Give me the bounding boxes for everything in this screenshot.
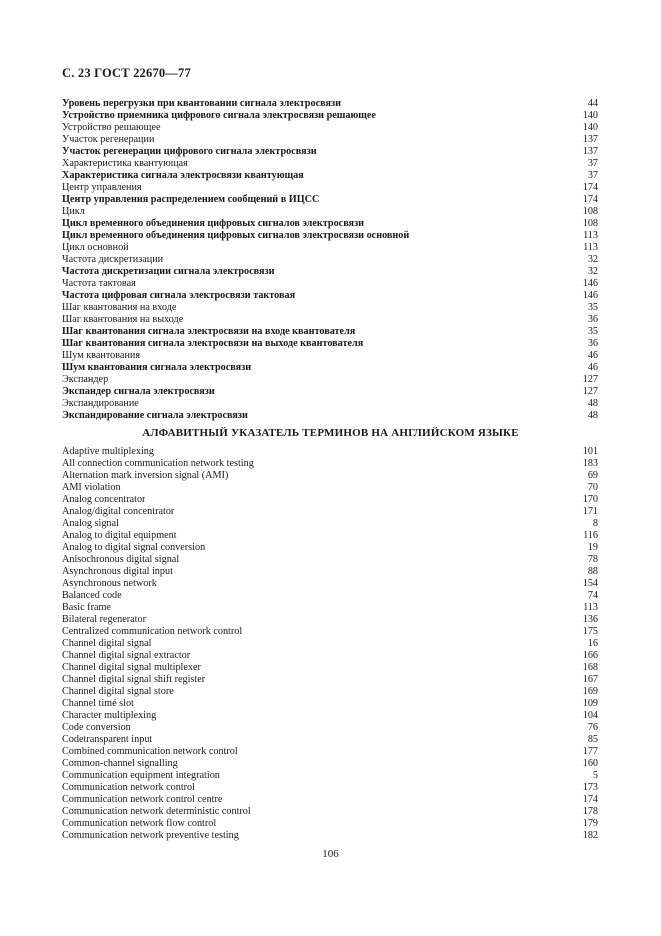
index-term: Analog to digital signal conversion <box>62 542 206 553</box>
index-entry <box>62 578 598 590</box>
index-entry <box>62 206 598 218</box>
index-entry <box>62 494 598 506</box>
index-term: Communication network control <box>62 782 195 793</box>
index-entry <box>62 122 598 134</box>
index-page-ref: 179 <box>582 818 598 829</box>
index-term: All connection communication network testing <box>62 458 254 469</box>
index-entry <box>62 182 598 194</box>
index-entry <box>62 530 598 542</box>
index-term: Цикл основной <box>62 242 129 253</box>
index-entry <box>62 674 598 686</box>
index-entry <box>62 170 598 182</box>
index-entry <box>62 746 598 758</box>
index-entry <box>62 710 598 722</box>
index-term: AMI violation <box>62 482 121 493</box>
index-entry <box>62 386 598 398</box>
index-entry <box>62 506 598 518</box>
index-entry <box>62 590 598 602</box>
index-term: Channel digital signal <box>62 638 152 649</box>
index-page-ref: 46 <box>587 362 598 373</box>
index-entry <box>62 602 598 614</box>
index-entry <box>62 302 598 314</box>
index-entry <box>62 626 598 638</box>
page-number: 106 <box>322 848 339 860</box>
index-entry <box>62 374 598 386</box>
index-page-ref: 44 <box>587 98 598 109</box>
index-term: Характеристика квантующая <box>62 158 188 169</box>
index-entry <box>62 554 598 566</box>
index-entry <box>62 686 598 698</box>
index-entry <box>62 566 598 578</box>
index-term: Участок регенерации <box>62 134 155 145</box>
index-term: Частота тактовая <box>62 278 136 289</box>
index-term: Communication network preventive testing <box>62 830 239 841</box>
index-entry <box>62 662 598 674</box>
index-entry <box>62 794 598 806</box>
index-term: Code conversion <box>62 722 131 733</box>
index-term: Устройство решающее <box>62 122 161 133</box>
index-entry <box>62 158 598 170</box>
index-page-ref: 32 <box>587 266 598 277</box>
russian-terms-list <box>62 98 598 422</box>
index-term: Экспандер сигнала электросвязи <box>62 386 215 397</box>
index-term: Channel digital signal extractor <box>62 650 191 661</box>
index-page-ref: 70 <box>587 482 598 493</box>
page-header: С. 23 ГОСТ 22670—77 <box>62 66 191 80</box>
index-term: Цикл временного объединения цифровых сигналов электросвязи основной <box>62 230 410 241</box>
index-page-ref: 8 <box>592 518 598 529</box>
index-term: Шаг квантования на входе <box>62 302 177 313</box>
index-term: Anisochronous digital signal <box>62 554 180 565</box>
index-page-ref: 177 <box>582 746 598 757</box>
index-term: Экспандирование сигнала электросвязи <box>62 410 248 421</box>
index-term: Asynchronous digital input <box>62 566 173 577</box>
index-term: Channel timé slot <box>62 698 134 709</box>
index-page-ref: 74 <box>587 590 598 601</box>
index-entry <box>62 242 598 254</box>
index-page-ref: 36 <box>587 314 598 325</box>
index-term: Centralized communication network control <box>62 626 243 637</box>
index-page-ref: 166 <box>582 650 598 661</box>
index-entry <box>62 770 598 782</box>
index-page-ref: 76 <box>587 722 598 733</box>
index-entry <box>62 758 598 770</box>
index-term: Частота цифровая сигнала электросвязи тактовая <box>62 290 296 301</box>
index-term: Уровень перегрузки при квантовании сигнала электросвязи <box>62 98 341 109</box>
index-page-ref: 169 <box>582 686 598 697</box>
index-entry <box>62 446 598 458</box>
index-term: Balanced code <box>62 590 122 601</box>
index-page-ref: 46 <box>587 350 598 361</box>
index-term: Channel digital signal store <box>62 686 174 697</box>
index-term: Analog concentrator <box>62 494 146 505</box>
index-entry <box>62 698 598 710</box>
index-entry <box>62 350 598 362</box>
index-term: Шаг квантования на выходе <box>62 314 184 325</box>
index-page-ref: 160 <box>582 758 598 769</box>
index-term: Bilateral regenerator <box>62 614 146 625</box>
index-entry <box>62 194 598 206</box>
index-entry <box>62 218 598 230</box>
index-entry <box>62 614 598 626</box>
index-term: Channel digital signal shift register <box>62 674 206 685</box>
index-page-ref: 168 <box>582 662 598 673</box>
index-entry <box>62 290 598 302</box>
index-entry <box>62 362 598 374</box>
index-entry <box>62 314 598 326</box>
index-entry <box>62 782 598 794</box>
index-page-ref: 16 <box>587 638 598 649</box>
index-term: Codetransparent input <box>62 734 153 745</box>
index-page-ref: 171 <box>582 506 598 517</box>
index-page-ref: 174 <box>582 182 598 193</box>
index-term: Asynchronous network <box>62 578 157 589</box>
index-page-ref: 178 <box>582 806 598 817</box>
index-page-ref: 174 <box>582 794 598 805</box>
index-page-ref: 37 <box>587 158 598 169</box>
index-page-ref: 104 <box>582 710 598 721</box>
index-entry <box>62 518 598 530</box>
index-page-ref: 137 <box>582 134 598 145</box>
index-entry <box>62 398 598 410</box>
index-term: Шум квантования сигнала электросвязи <box>62 362 252 373</box>
index-entry <box>62 806 598 818</box>
index-entry <box>62 278 598 290</box>
index-entry <box>62 734 598 746</box>
index-page-ref: 167 <box>582 674 598 685</box>
index-page-ref: 136 <box>582 614 598 625</box>
index-term: Communication network control centre <box>62 794 223 805</box>
index-page-ref: 116 <box>583 530 598 541</box>
index-page-ref: 109 <box>582 698 598 709</box>
index-page-ref: 170 <box>582 494 598 505</box>
section-title: АЛФАВИТНЫЙ УКАЗАТЕЛЬ ТЕРМИНОВ НА АНГЛИЙСКОМ ЯЗЫКЕ <box>142 427 519 439</box>
index-entry <box>62 830 598 842</box>
index-term: Basic frame <box>62 602 111 613</box>
index-page-ref: 108 <box>582 206 598 217</box>
index-page-ref: 113 <box>583 230 598 241</box>
index-page-ref: 173 <box>582 782 598 793</box>
index-term: Analog/digital concentrator <box>62 506 175 517</box>
index-page-ref: 175 <box>582 626 598 637</box>
index-term: Экспандирование <box>62 398 139 409</box>
index-entry <box>62 266 598 278</box>
index-page-ref: 137 <box>582 146 598 157</box>
index-entry <box>62 254 598 266</box>
index-page-ref: 78 <box>587 554 598 565</box>
index-term: Характеристика сигнала электросвязи квантующая <box>62 170 304 181</box>
index-page-ref: 113 <box>583 602 598 613</box>
index-term: Цикл <box>62 206 85 217</box>
index-term: Combined communication network control <box>62 746 238 757</box>
index-page-ref: 174 <box>582 194 598 205</box>
index-term: Частота дискретизации <box>62 254 164 265</box>
index-entry <box>62 458 598 470</box>
index-page-ref: 154 <box>582 578 598 589</box>
index-page-ref: 5 <box>592 770 598 781</box>
index-term: Analog signal <box>62 518 119 529</box>
index-page-ref: 127 <box>582 386 598 397</box>
index-page-ref: 69 <box>587 470 598 481</box>
index-page-ref: 85 <box>587 734 598 745</box>
index-term: Common-channel signalling <box>62 758 178 769</box>
index-page-ref: 108 <box>582 218 598 229</box>
index-term: Экспандер <box>62 374 109 385</box>
index-term: Центр управления <box>62 182 142 193</box>
index-term: Communication network flow control <box>62 818 217 829</box>
index-entry <box>62 98 598 110</box>
index-entry <box>62 230 598 242</box>
index-page-ref: 35 <box>587 326 598 337</box>
index-term: Частота дискретизации сигнала электросвязи <box>62 266 275 277</box>
index-entry <box>62 818 598 830</box>
index-entry <box>62 338 598 350</box>
index-term: Участок регенерации цифрового сигнала электросвязи <box>62 146 317 157</box>
index-entry <box>62 326 598 338</box>
index-page-ref: 37 <box>587 170 598 181</box>
index-term: Цикл временного объединения цифровых сигналов электросвязи <box>62 218 365 229</box>
index-page-ref: 140 <box>582 122 598 133</box>
index-term: Устройство приемника цифрового сигнала электросвязи решающее <box>62 110 376 121</box>
index-term: Alternation mark inversion signal (AMI) <box>62 470 229 481</box>
index-entry <box>62 650 598 662</box>
index-page-ref: 127 <box>582 374 598 385</box>
index-term: Шаг квантования сигнала электросвязи на выходе квантователя <box>62 338 364 349</box>
index-entry <box>62 146 598 158</box>
index-entry <box>62 134 598 146</box>
index-entry <box>62 410 598 422</box>
index-term: Центр управления распределением сообщений в ИЦСС <box>62 194 320 205</box>
index-page-ref: 101 <box>582 446 598 457</box>
index-entry <box>62 542 598 554</box>
index-page-ref: 182 <box>582 830 598 841</box>
index-page-ref: 146 <box>582 290 598 301</box>
index-page-ref: 35 <box>587 302 598 313</box>
index-term: Character multiplexing <box>62 710 157 721</box>
english-terms-list <box>62 446 598 842</box>
index-page-ref: 88 <box>587 566 598 577</box>
index-term: Communication network deterministic control <box>62 806 251 817</box>
index-page-ref: 32 <box>587 254 598 265</box>
index-entry <box>62 482 598 494</box>
index-page-ref: 48 <box>587 398 598 409</box>
index-entry <box>62 722 598 734</box>
index-term: Adaptive multiplexing <box>62 446 154 457</box>
index-term: Channel digital signal multiplexer <box>62 662 201 673</box>
index-entry <box>62 470 598 482</box>
index-page-ref: 113 <box>583 242 598 253</box>
index-page-ref: 48 <box>587 410 598 421</box>
index-term: Communication equipment integration <box>62 770 220 781</box>
index-entry <box>62 110 598 122</box>
index-page-ref: 183 <box>582 458 598 469</box>
index-term: Шум квантования <box>62 350 141 361</box>
index-page-ref: 36 <box>587 338 598 349</box>
index-page-ref: 140 <box>582 110 598 121</box>
index-term: Analog to digital equipment <box>62 530 177 541</box>
index-page-ref: 19 <box>587 542 598 553</box>
index-page-ref: 146 <box>582 278 598 289</box>
index-entry <box>62 638 598 650</box>
index-term: Шаг квантования сигнала электросвязи на входе квантователя <box>62 326 356 337</box>
